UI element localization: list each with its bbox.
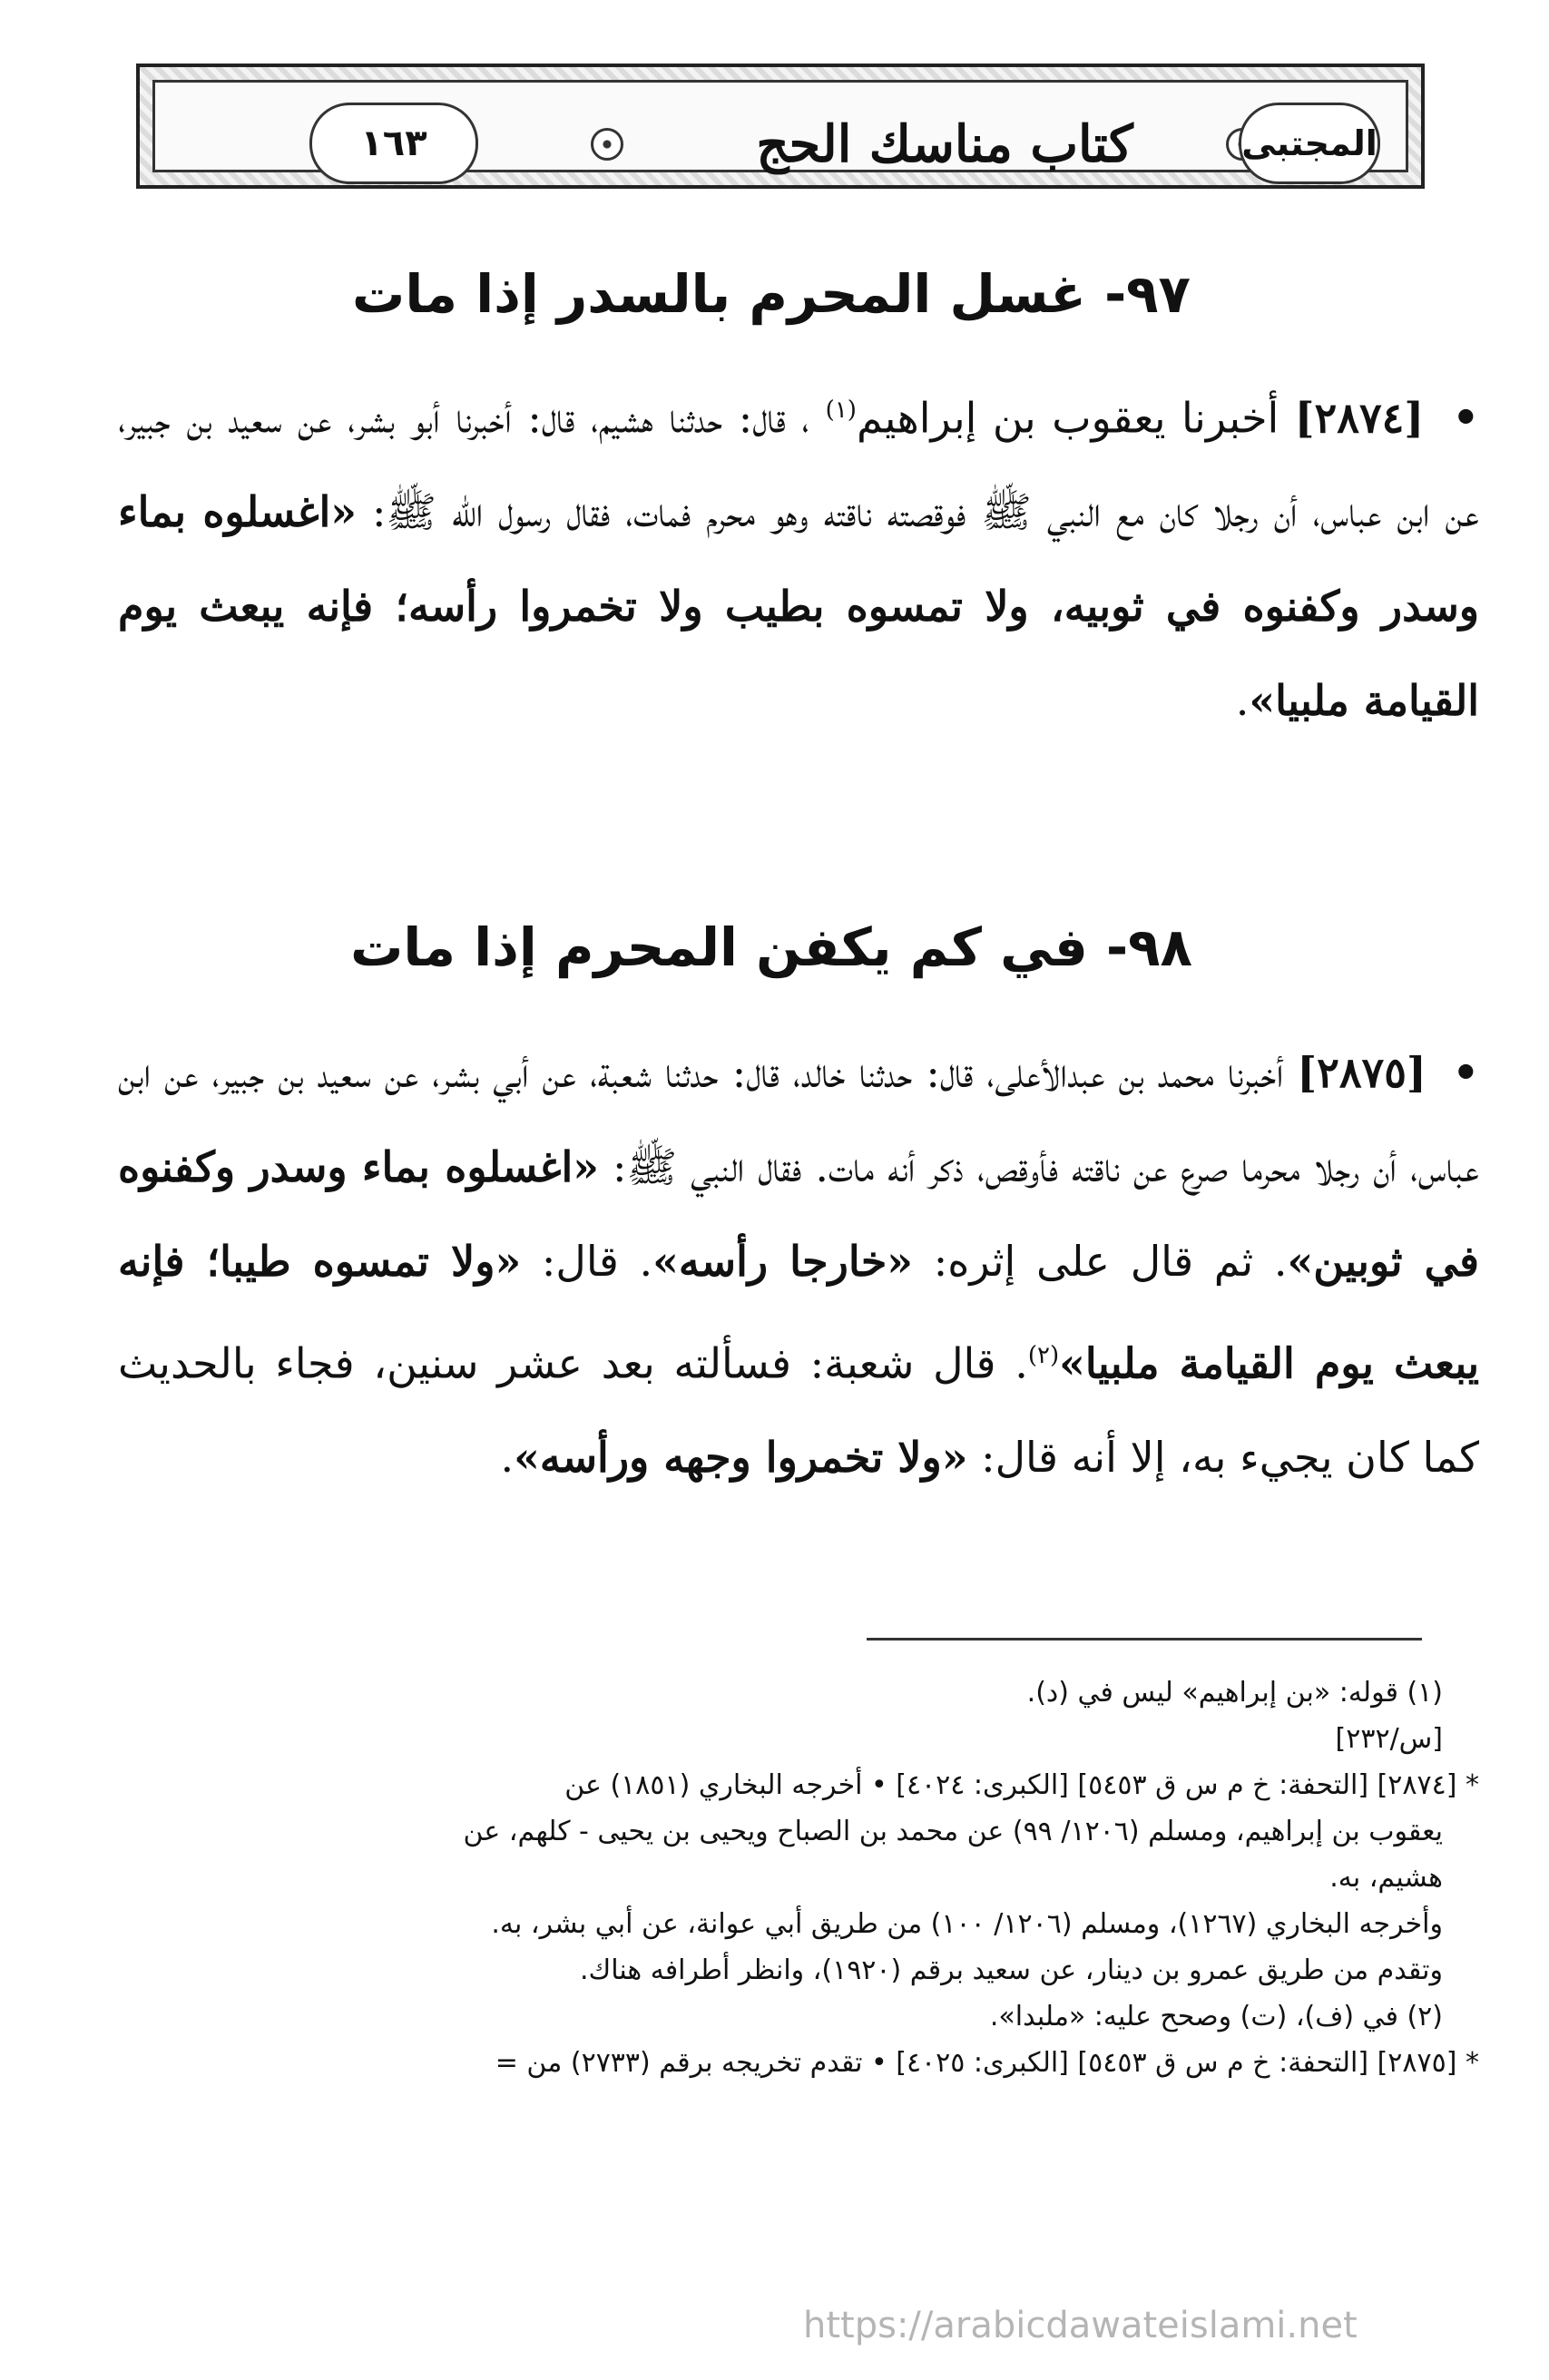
section-heading-97: ٩٧- غسل المحرم بالسدر إذا مات [352, 263, 1191, 325]
hadith-text: ، قال: حدثنا هشيم، قال: أخبرنا أبو بشر، عن سعيد بن جبير، عن ابن عباس، أن رجلا كان مع النبي ﷺ فوقصته ناقته وهو محرم فمات، فقال رسول الله ﷺ: [118, 393, 1479, 537]
section-heading-98: ٩٨- في كم يكفن المحرم إذا مات [350, 916, 1192, 978]
page-number: ١٦٣ [309, 103, 478, 184]
hadith-text: أخبرنا يعقوب بن إبراهيم [856, 393, 1279, 443]
prophetic-quote: «خارجا رأسه» [652, 1237, 914, 1286]
prophetic-quote: «اغسلوه بماء وسدر وكفنوه في ثوبيه، ولا تمسوه بطيب ولا تخمروا رأسه؛ فإنه يبعث يوم القيامة ملبيا» [118, 487, 1479, 726]
prophetic-quote: «ولا تخمروا وجهه ورأسه» [514, 1433, 968, 1483]
page-header [136, 64, 1425, 189]
rosette-icon [591, 128, 623, 161]
series-logo: المجتبى [1239, 103, 1380, 184]
takhrij-2875: * [٢٨٧٥] [التحفة: خ م س ق ٥٤٥٣] [الكبرى: ٤٠٢٥] • تقدم تخريجه برقم (٢٧٣٣) من = [495, 2047, 1479, 2079]
bullet-icon: • [1452, 1048, 1480, 1097]
takhrij-2874-cont: وأخرجه البخاري (١٢٦٧)، ومسلم (١٢٠٦/ ١٠٠) من طريق أبي عوانة، عن أبي بشر، به. [491, 1908, 1443, 1940]
takhrij-2874-cont: وتقدم من طريق عمرو بن دينار، عن سعيد برقم (١٩٢٠)، وانظر أطرافه هناك. [579, 1954, 1443, 1986]
header-frame [152, 80, 1408, 172]
hadith-text: . قال: [541, 1237, 653, 1286]
takhrij-2874-cont: يعقوب بن إبراهيم، ومسلم (١٢٠٦/ ٩٩) عن محمد بن الصباح ويحيى بن يحيى - كلهم، عن [463, 1816, 1443, 1847]
hadith-end: . [500, 1433, 515, 1483]
footnote-marker: (٢) [1027, 1342, 1060, 1369]
hadith-number: [٢٨٧٥] [1297, 1048, 1426, 1097]
takhrij-2874-cont: هشيم، به. [1329, 1862, 1443, 1894]
footnote-marker: (١) [825, 397, 857, 424]
bullet-icon: • [1452, 393, 1480, 443]
prophetic-quote: «اغسلوه بماء وسدر وكفنوه في ثوبين» [118, 1142, 1479, 1286]
watermark-url: https://arabicdawateislami.net [803, 2305, 1358, 2346]
hadith-number: [٢٨٧٤] [1294, 393, 1425, 443]
footnotes [82, 1670, 1479, 2086]
hadith-text: أخبرنا محمد بن عبدالأعلى، قال: حدثنا خالد، قال: حدثنا شعبة، عن أبي بشر، عن سعيد بن جبير، عن ابن عباس، أن رجلا محرما صرع عن ناقته فأوقص، ذكر أنه مات. فقال النبي ﷺ: [118, 1048, 1480, 1191]
hadith-2875 [118, 1025, 1479, 1504]
hadith-text: . قال شعبة: فسألته بعد عشر سنين، فجاء بالحديث كما كان يجيء به، إلا أنه قال: [118, 1338, 1479, 1483]
page-reference: [س/٢٣٢] [1335, 1723, 1443, 1755]
hadith-text: . ثم قال على إثره: [933, 1237, 1288, 1286]
book-title: كتاب مناسك الحج [756, 114, 1133, 174]
footnote-divider [867, 1638, 1422, 1641]
hadith-2874 [118, 363, 1479, 748]
footnote-1: (١) قوله: «بن إبراهيم» ليس في (د). [1026, 1677, 1443, 1709]
takhrij-2874: * [٢٨٧٤] [التحفة: خ م س ق ٥٤٥٣] [الكبرى: ٤٠٢٤] • أخرجه البخاري (١٨٥١) عن [564, 1769, 1479, 1801]
prophetic-quote: «ولا تمسوه طيبا؛ فإنه يبعث يوم القيامة ملبيا» [118, 1237, 1480, 1388]
hadith-end: . [1235, 676, 1250, 726]
footnote-2: (٢) في (ف)، (ت) وصحح عليه: «ملبدا». [989, 2001, 1443, 2032]
